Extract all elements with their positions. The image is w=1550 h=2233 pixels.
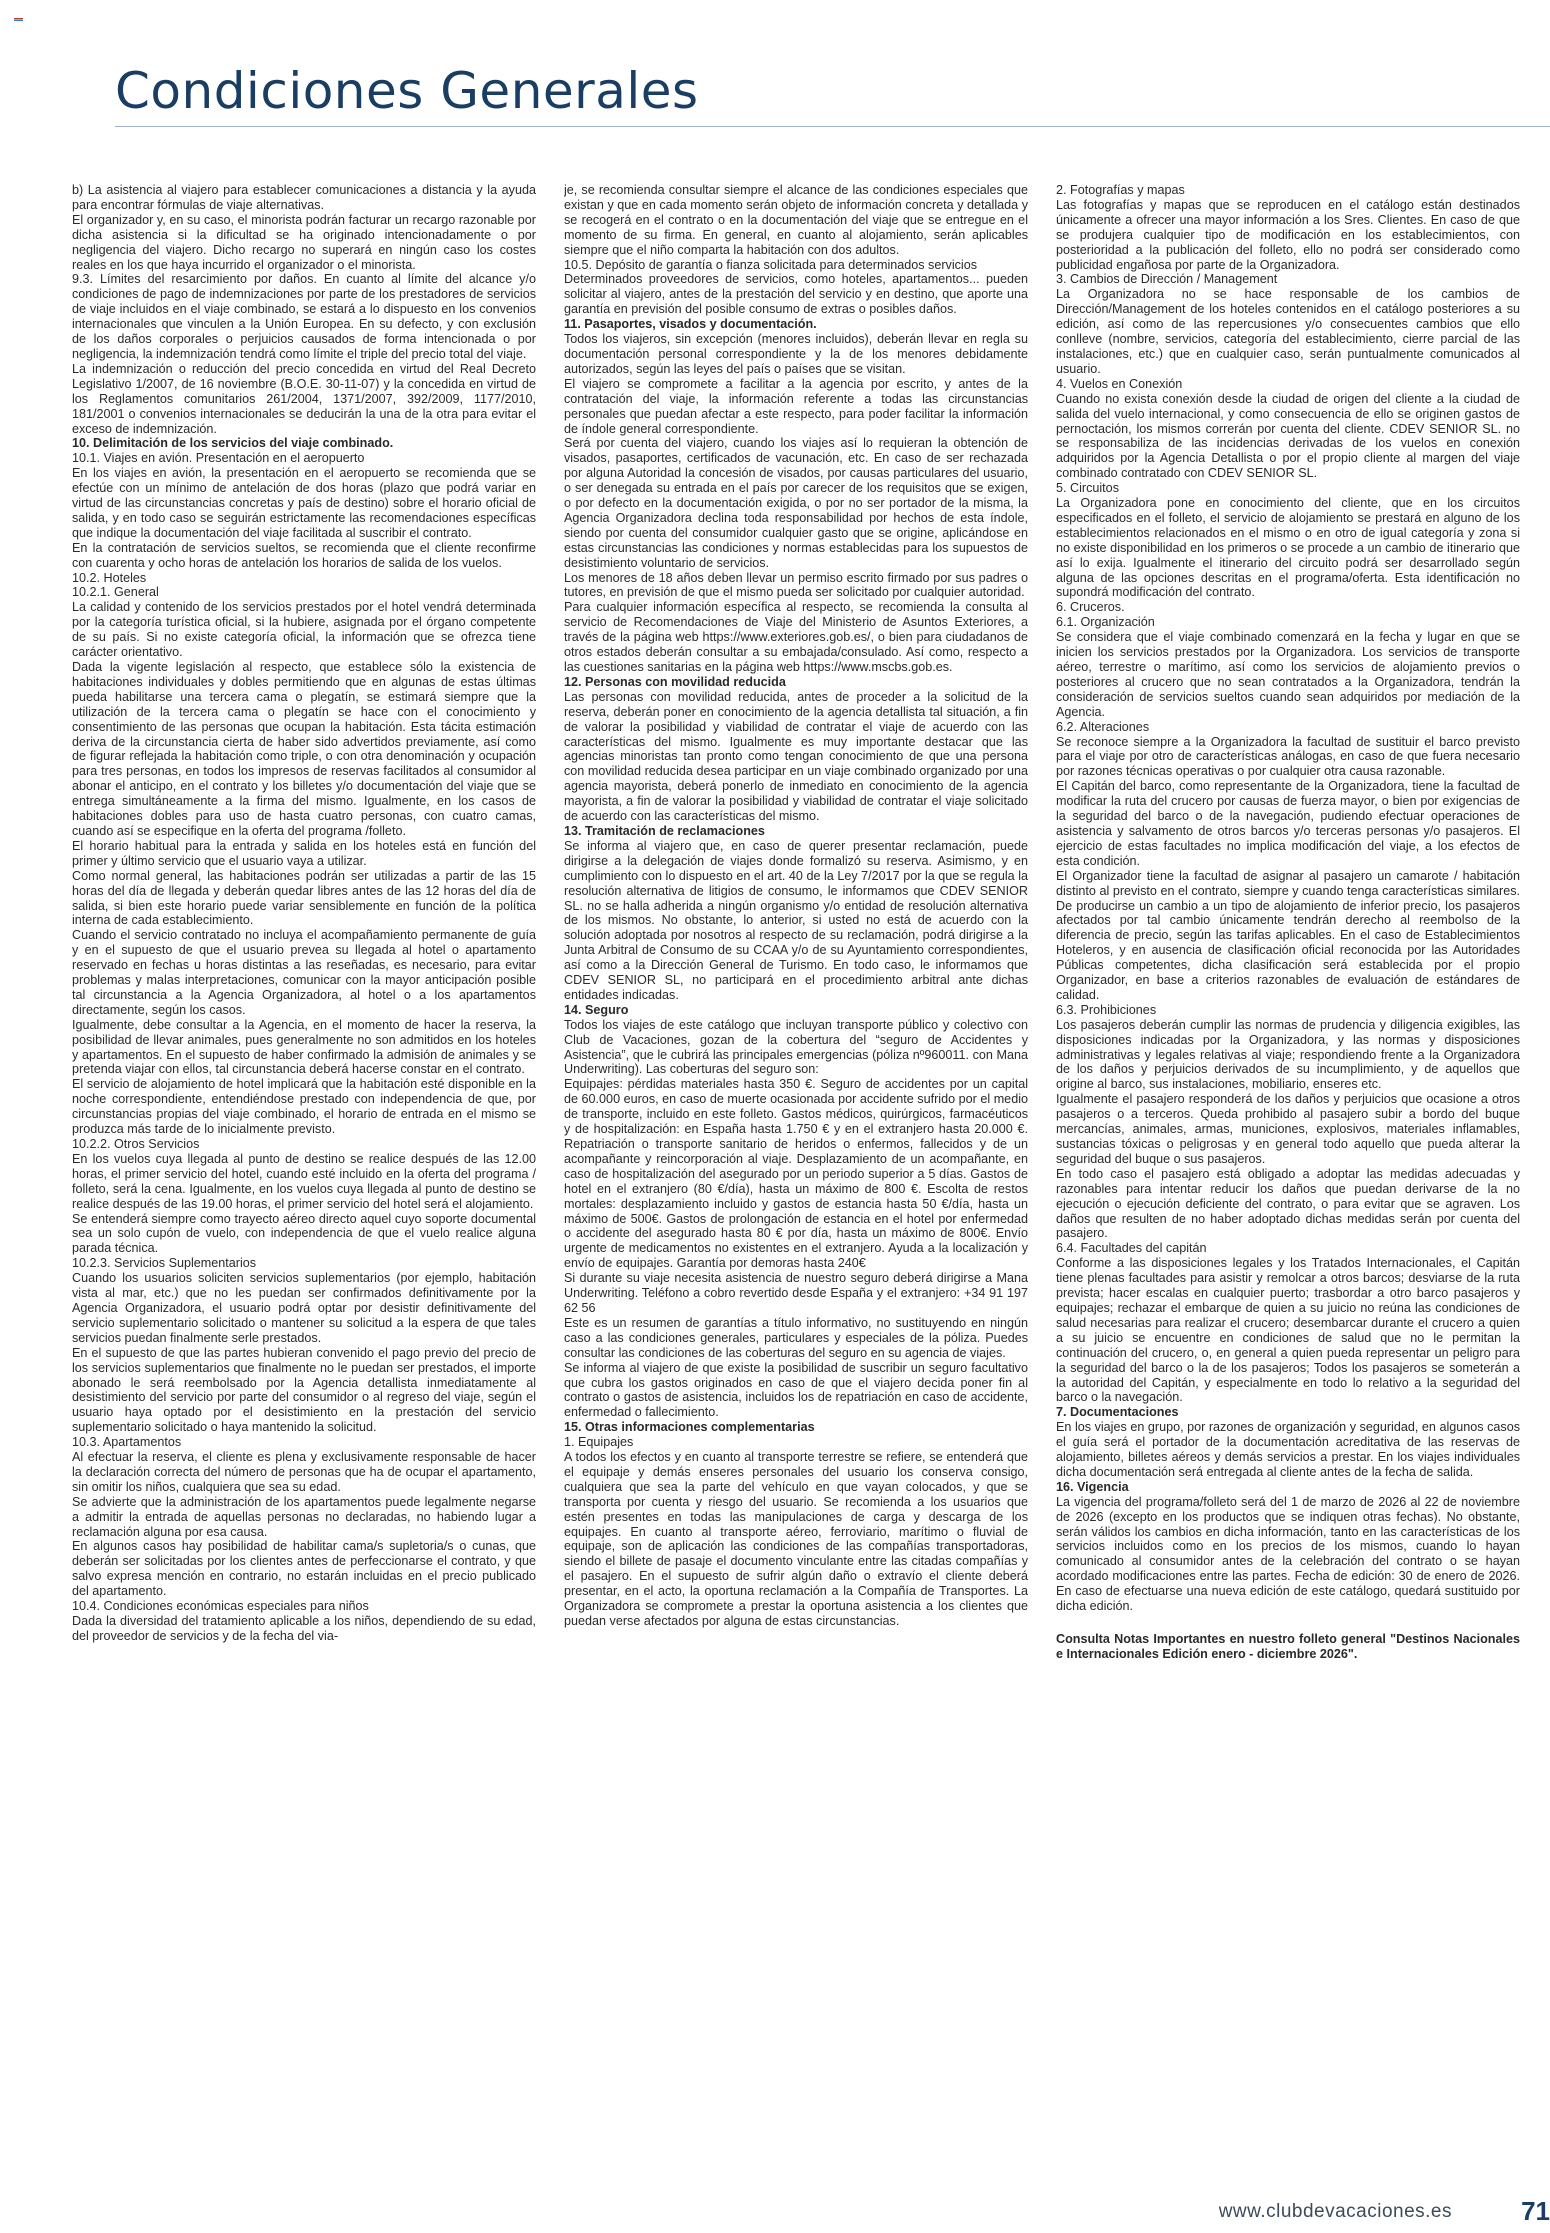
paragraph: 10.5. Depósito de garantía o fianza solicitada para determinados servicios <box>564 257 978 272</box>
paragraph: 10.2. Hoteles <box>72 570 147 585</box>
paragraph: Cuando el servicio contratado no incluya el acompañamiento permanente de guía y en el supuesto de que el usuario prevea su llegada al hotel o apartamento reservado en fechas u horas distintas a las reseñadas, es necesario, para evitar problemas y malas interpretaciones, comunicar con la mayor anticipación posible tal circunstancia a la Agencia Organizadora, al hotel o a los apartamentos directamente, según los casos. <box>72 928 536 1017</box>
paragraph: En los viajes en grupo, por razones de organización y seguridad, en algunos casos el guía será el portador de la documentación acreditativa de las reservas de alojamiento, billetes aéreos y demás servicios a prestar. En los viajes individuales dicha documentación será entregada al cliente antes de la fecha de salida. <box>1056 1420 1520 1479</box>
paragraph: Todos los viajes de este catálogo que incluyan transporte público y colectivo con Club de Vacaciones, gozan de la cobertura del “seguro de Accidentes y Asistencia”, que le cubrirá las principales emergencias (póliza nº960011. con Mana Underwriting). Las coberturas del seguro son: <box>564 1017 1028 1077</box>
paragraph: 6.2. Alteraciones <box>1056 719 1150 734</box>
paragraph: Dada la diversidad del tratamiento aplicable a los niños, dependiendo de su edad, del proveedor de servicios y de la fecha del via- <box>72 1614 536 1643</box>
text-columns <box>72 183 1520 2153</box>
paragraph: El horario habitual para la entrada y salida en los hoteles está en función del primer y último servicio que el usuario vaya a utilizar. <box>72 838 536 868</box>
paragraph: Dada la vigente legislación al respecto, que establece sólo la existencia de habitaciones individuales y dobles permitiendo que en algunas de estas últimas pueda habilitarse una tercera cama o plegatín, se estimará siempre que la utilización de la tercera cama o plegatín se hace con el conocimiento y consentimiento de las personas que ocupan la habitación. Esta tácita estimación deriva de la circunstancia cierta de haber sido advertidos previamente, así como de figurar reflejada la habitación como triple, o con otra denominación y ocupación para tres personas, en todos los impresos de reservas facilitados al consumidor al abonar el anticipo, en el contrato y los billetes y/o documentación del viaje que se entrega simultáneamente a la firma del mismo. Igualmente, en los casos de habitaciones dobles para uso de hasta cuatro personas, con cuatro camas, cuando así se especifique en la oferta del programa /folleto. <box>72 660 536 838</box>
paragraph: Este es un resumen de garantías a título informativo, no sustituyendo en ningún caso a las condiciones generales, particulares y especiales de la póliza. Puedes consultar las condiciones de las coberturas del seguro en su agencia de viajes. <box>564 1315 1028 1360</box>
paragraph: El servicio de alojamiento de hotel implicará que la habitación esté disponible en la noche correspondiente, entendiéndose prestado con independencia de que, por circunstancias propias del viaje combinado, el horario de entrada en el mismo se produzca más tarde de lo inicialmente previsto. <box>72 1077 536 1137</box>
page-number: 71 <box>1521 2196 1550 2226</box>
paragraph: 9.3. Límites del resarcimiento por daños. En cuanto al límite del alcance y/o condiciones de pago de indemnizaciones por parte de los prestadores de servicios de viaje incluidos en el viaje combinado, se estará a lo dispuesto en los convenios internacionales que vinculen a la Unión Europea. En su defecto, y con exclusión de los daños corporales o perjuicios causados de forma intencionada o por negligencia, la indemnización tendrá como límite el triple del precio total del viaje. <box>72 272 536 361</box>
paragraph: Se reconoce siempre a la Organizadora la facultad de sustituir el barco previsto para el viaje por otro de características análogas, en caso de que fuera necesario por razones técnicas operativas o por cualquier otra causa razonable. <box>1056 734 1520 779</box>
paragraph: El Capitán del barco, como representante de la Organizadora, tiene la facultad de modificar la ruta del crucero por causas de fuerza mayor, o bien por exigencias de la seguridad del barco o de la navegación, pudiendo efectuar operaciones de asistencia y salvamento de otros barcos y/o terceras personas y/o pasajeros. El ejercicio de estas facultades no implica modificación del viaje, a los efectos de esta condición. <box>1056 779 1520 868</box>
paragraph: Los menores de 18 años deben llevar un permiso escrito firmado por sus padres o tutores, en previsión de que el mismo pueda ser solicitado por cualquier autoridad. <box>564 570 1028 600</box>
paragraph: El viajero se compromete a facilitar a la agencia por escrito, y antes de la contratación del viaje, la información referente a todas las circunstancias personales que puedan afectar a este respecto, para poder facilitar la información de índole general correspondiente. <box>564 376 1028 436</box>
paragraph: 6. Cruceros. <box>1056 600 1125 615</box>
paragraph: 6.3. Prohibiciones <box>1056 1002 1157 1017</box>
paragraph: Se informa al viajero de que existe la posibilidad de suscribir un seguro facultativo que cubra los gastos originados en caso de que el viajero decida poner fin al contrato o gastos de asistencia, incluidos los de repatriación en caso de accidente, enfermedad o fallecimiento. <box>564 1360 1028 1420</box>
section-heading: 14. Seguro <box>564 1002 629 1017</box>
paragraph: En todo caso el pasajero está obligado a adoptar las medidas adecuadas y razonables para intentar reducir los daños que puedan derivarse de la no ejecución o ejecución deficiente del contrato, o para evitar que se agraven. Los daños que resulten de no haber adoptado dichas medidas serán por cuenta del pasajero. <box>1056 1166 1520 1241</box>
paragraph: Se informa al viajero que, en caso de querer presentar reclamación, puede dirigirse a la delegación de viajes donde formalizó su reserva. Asimismo, y en cumplimiento con lo dispuesto en el art. 40 de la Ley 7/2017 por la que se regula la resolución alternativa de litigios de consumo, le informamos que CDEV SENIOR SL. no se halla adherida a ningún organismo y/o entidad de resolución alternativa de los mismos. No obstante, lo anterior, si usted no está de acuerdo con la solución adoptada por nosotros al respecto de su reclamación, podrá dirigirse a la Junta Arbitral de Consumo de su CCAA y/o de su Ayuntamiento correspondientes, así como a la Dirección General de Turismo. En todo caso, le informamos que CDEV SENIOR SL, no participará en el procedimiento arbitral ante dichas entidades indicadas. <box>564 838 1028 1002</box>
paragraph: Las fotografías y mapas que se reproducen en el catálogo están destinados únicamente a ofrecer una mayor información a los Sres. Clientes. En caso de que se produjera cualquier tipo de modificación en los establecimientos, con posterioridad a la publicación del folleto, ello no podrá ser considerado como publicidad engañosa por parte de la Organizadora. <box>1056 197 1520 272</box>
section-heading: 7. Documentaciones <box>1056 1405 1179 1420</box>
corner-color-mark <box>14 18 23 21</box>
title-divider <box>115 126 1550 127</box>
section-heading: 15. Otras informaciones complementarias <box>564 1420 815 1435</box>
paragraph: 10.2.1. General <box>72 585 159 600</box>
paragraph: b) La asistencia al viajero para establecer comunicaciones a distancia y la ayuda para encontrar fórmulas de viaje alternativas. <box>72 183 536 212</box>
paragraph: 10.4. Condiciones económicas especiales para niños <box>72 1599 369 1614</box>
paragraph: Igualmente el pasajero responderá de los daños y perjuicios que ocasione a otros pasajeros o a terceros. Queda prohibido al pasajero subir a bordo del buque mercancías, animales, armas, municiones, explosivos, materiales inflamables, sustancias tóxicas o peligrosas y en general todo aquello que pueda alterar la seguridad del buque o sus pasajeros. <box>1056 1092 1520 1166</box>
paragraph: 5. Circuitos <box>1056 481 1119 496</box>
paragraph: Se entenderá siempre como trayecto aéreo directo aquel cuyo soporte documental sea un solo cupón de vuelo, con independencia de que el vuelo realice alguna parada técnica. <box>72 1211 536 1256</box>
paragraph: La Organizadora no se hace responsable de los cambios de Dirección/Management de los hoteles contenidos en el catálogo posteriores a su edición, así como de las repercusiones y/o consecuentes cambios que ello conlleve (nombre, servicios, categoría del establecimiento, cierre parcial de las instalaciones, etc.) que en cualquier caso, serán puntualmente comunicados al usuario. <box>1056 287 1520 376</box>
section-heading: 11. Pasaportes, visados y documentación. <box>564 317 817 332</box>
paragraph: Al efectuar la reserva, el cliente es plena y exclusivamente responsable de hacer la declaración correcta del número de personas que ha de ocupar el apartamento, sin omitir los niños, cualquiera que sea su edad. <box>72 1450 536 1494</box>
section-heading: 12. Personas con movilidad reducida <box>564 674 786 689</box>
paragraph: A todos los efectos y en cuanto al transporte terrestre se refiere, se entenderá que el equipaje y demás enseres personales del usuario los conserva consigo, cualquiera que sea la parte del vehículo en que vayan colocados, y que se transporta por cuenta y riesgo del usuario. Se recomienda a los usuarios que estén presentes en todas las manipulaciones de carga y descarga de los equipajes. En cuanto al transporte aéreo, ferroviario, marítimo o fluvial de equipaje, son de aplicación las condiciones de las compañías transportadoras, siendo el billete de pasaje el documento vinculante entre las citadas compañías y el pasajero. En el supuesto de sufrir algún daño o extravío el cliente deberá presentar, en el acto, la oportuna reclamación a la Compañía de Transportes. La Organizadora se compromete a prestar la oportuna asistencia a los clientes que puedan verse afectados por alguna de estas circunstancias. <box>564 1450 1028 1628</box>
paragraph: El Organizador tiene la facultad de asignar al pasajero un camarote / habitación distinto al previsto en el contrato, siempre y cuando tenga características similares. De producirse un cambio a un tipo de alojamiento de inferior precio, los pasajeros afectados por tal cambio únicamente tendrán derecho al reembolso de la diferencia de precio, según las tarifas aplicables. En el caso de Establecimientos Hoteleros, y en ausencia de clasificación oficial reconocida por las Autoridades Públicas competentes, dicha clasificación será establecida por el propio Organizador, en base a criterios razonables de evaluación de estándares de calidad. <box>1056 868 1520 1002</box>
paragraph: Los pasajeros deberán cumplir las normas de prudencia y diligencia exigibles, las disposiciones indicadas por la Organizadora, y las normas y disposiciones administrativas y legales relativas al viaje; respondiendo frente a la Organizadora de los daños y perjuicios derivados de su incumplimiento, y de aquellos que origine al barco, sus instalaciones, mobiliario, enseres etc. <box>1056 1017 1520 1092</box>
paragraph: En la contratación de servicios sueltos, se recomienda que el cliente reconfirme con cuarenta y ocho horas de antelación los horarios de salida de los vuelos. <box>72 540 536 570</box>
paragraph: Se considera que el viaje combinado comenzará en la fecha y lugar en que se inicien los servicios prestados por la Organizadora. Los servicios de transporte aéreo, terrestre o marítimo, así como los servicios de alojamiento previos o posteriores al crucero que no sean contratados a la Organizadora, tendrán la consideración de servicios sueltos cuando sean adquiridos por mediación de la Agencia. <box>1056 630 1520 719</box>
paragraph: Determinados proveedores de servicios, como hoteles, apartamentos... pueden solicitar al viajero, antes de la prestación del servicio y en destino, que aporte una garantía en previsión del posible consumo de extras o posibles daños. <box>564 272 1028 317</box>
paragraph: En algunos casos hay posibilidad de habilitar cama/s supletoria/s o cunas, que deberán ser solicitadas por los clientes antes de perfeccionarse el contrato, y que salvo expresa mención en contrario, no estarán incluidas en el precio publicado del apartamento. <box>72 1539 536 1599</box>
paragraph: Como normal general, las habitaciones podrán ser utilizadas a partir de las 15 horas del día de llegada y deberán quedar libres antes de las 12 horas del día de salida, si bien este horario puede variar sensiblemente en función de la política interna de cada establecimiento. <box>72 868 536 928</box>
paragraph: Si durante su viaje necesita asistencia de nuestro seguro deberá dirigirse a Mana Underwriting. Teléfono a cobro revertido desde España y el extranjero: +34 91 197 62 56 <box>564 1271 1028 1315</box>
paragraph: je, se recomienda consultar siempre el alcance de las condiciones especiales que existan y que en cada momento serán objeto de información concreta y detallada y se recogerá en el contrato o en la documentación del viaje que se entregue en el momento de su firma. En general, en cuanto al alojamiento, serán aplicables siempre que el niño comparta la habitación con dos adultos. <box>564 183 1028 257</box>
paragraph: Igualmente, debe consultar a la Agencia, en el momento de hacer la reserva, la posibilidad de llevar animales, pues generalmente no son admitidos en los hoteles y apartamentos. En el supuesto de haber confirmado la admisión de animales y se pretenda viajar con ellos, tal circunstancia deberá hacerse constar en el contrato. <box>72 1017 536 1077</box>
page-footer <box>0 2197 1550 2227</box>
paragraph: En los vuelos cuya llegada al punto de destino se realice después de las 12.00 horas, el primer servicio del hotel, cuando esté incluido en la oferta del programa / folleto, será la cena. Igualmente, en los vuelos cuya llegada al punto de destino se realice después de las 19.00 horas, el primer servicio del hotel será el alojamiento. <box>72 1151 536 1211</box>
paragraph: Equipajes: pérdidas materiales hasta 350 €. Seguro de accidentes por un capital de 60.000 euros, en caso de muerte ocasionada por accidente sufrido por el medio de transporte, incluido en este folleto. Gastos médicos, quirúrgicos, farmacéuticos y de hospitalización: en España hasta 1.750 € y en el extranjero hasta 20.000 €. Repatriación o transporte sanitario de heridos o enfermos, fallecidos y de un acompañante y reincorporación al viaje. Desplazamiento de un acompañante, en caso de hospitalización del asegurado por un periodo superior a 5 días. Gastos de hotel en el extranjero (80 €/día), hasta un máximo de 800 €. Escolta de restos mortales: desplazamiento incluido y gastos de estancia hasta 50 €/día, hasta un máximo de 500€. Gastos de prolongación de estancia en el hotel por enfermedad o accidente del asegurado hasta 80 € por día, hasta un máximo de 800€. Envío urgente de medicamentos no existentes en el extranjero. Ayuda a la localización y envío de equipajes. Garantía por demoras hasta 240€ <box>564 1077 1028 1271</box>
paragraph: Cuando los usuarios soliciten servicios suplementarios (por ejemplo, habitación vista al mar, etc.) que no les puedan ser confirmados definitivamente por la Agencia Organizadora, el usuario podrá optar por desistir definitivamente del servicio suplementario solicitado o mantener su solicitud a la espera de que tales servicios puedan finalmente serle prestados. <box>72 1271 536 1345</box>
column-3 <box>1056 183 1520 2153</box>
paragraph: La calidad y contenido de los servicios prestados por el hotel vendrá determinada por la categoría turística oficial, si la hubiere, asignada por el órgano competente de su país. Si no existe categoría oficial, la información que se ofrezca tiene carácter orientativo. <box>72 600 536 660</box>
paragraph: La indemnización o reducción del precio concedida en virtud del Real Decreto Legislativo 1/2007, de 16 noviembre (B.O.E. 30-11-07) y la concedida en virtud de los Reglamentos comunitarios 261/2004, 1371/2007, 392/2009, 1177/2010, 181/2001 o convenios internacionales se deducirán la una de la otra para evitar el exceso de indemnización. <box>72 361 536 436</box>
section-heading: 16. Vigencia <box>1056 1479 1129 1494</box>
paragraph: Para cualquier información específica al respecto, se recomienda la consulta al servicio de Recomendaciones de Viaje del Ministerio de Asuntos Exteriores, a través de la página web https://www.exteriores.gob.es/, o bien para ciudadanos de otros estados deberán consultar a su embajada/consulado. Así como, respecto a las cuestiones sanitarias en la página web https://www.mscbs.gob.es. <box>564 600 1028 674</box>
paragraph: Será por cuenta del viajero, cuando los viajes así lo requieran la obtención de visados, pasaportes, certificados de vacunación, etc. En caso de ser rechazada por alguna Autoridad la concesión de visados, por causas particulares del usuario, o ser denegada su entrada en el país por carecer de los requisitos que se exigen, o por defecto en la documentación exigida, o por no ser portador de la misma, la Agencia Organizadora declina toda responsabilidad por hechos de esta índole, siendo por cuenta del consumidor cualquier gasto que se origine, aplicándose en estas circunstancias las condiciones y normas establecidas para los supuestos de desistimiento voluntario de servicios. <box>564 436 1028 570</box>
paragraph: El organizador y, en su caso, el minorista podrán facturar un recargo razonable por dicha asistencia si la dificultad se ha originado intencionadamente o por negligencia del viajero. Dicho recargo no superará en ningún caso los costes reales en los que haya incurrido el organizador o el minorista. <box>72 212 536 272</box>
paragraph: Cuando no exista conexión desde la ciudad de origen del cliente a la ciudad de salida del vuelo internacional, y como consecuencia de ello se originen gastos de pernoctación, los mismos correrán por cuenta del cliente. CDEV SENIOR SL. no se responsabiliza de las incidencias derivadas de los vuelos en conexión adquiridos por la Agencia Detallista o por el propio cliente al margen del viaje combinado contratado con CDEV SENIOR SL. <box>1056 391 1520 481</box>
page-title: Condiciones Generales <box>115 62 699 120</box>
paragraph: Conforme a las disposiciones legales y los Tratados Internacionales, el Capitán tiene plenas facultades para asistir y remolcar a otros barcos; desviarse de la ruta prevista; hacer escalas en cualquier puerto; trasbordar a otro barco pasajeros y equipajes; rechazar el embarque de quien a su juicio no reúna las condiciones de salud necesarias para realizar el crucero; desembarcar durante el crucero a quien a su juicio se encuentre en condiciones de salud que no le permitan la continuación del crucero, o, en general a quien pueda representar un peligro para la seguridad del barco o la de los pasajeros; Todos los pasajeros se someterán a la autoridad del Capitán, y especialmente en todo lo relativo a la seguridad del barco o la navegación. <box>1056 1256 1520 1405</box>
paragraph: 10.1. Viajes en avión. Presentación en el aeropuerto <box>72 451 365 466</box>
paragraph: 6.1. Organización <box>1056 615 1155 630</box>
important-note: Consulta Notas Importantes en nuestro folleto general "Destinos Nacionales e Internacionales Edición enero - diciembre 2026". <box>1056 1632 1520 1661</box>
paragraph: La vigencia del programa/folleto será del 1 de marzo de 2026 al 22 de noviembre de 2026 (excepto en los productos que se indiquen otras fechas). No obstante, serán válidos los cambios en dicha información, tanto en las características de los servicios incluidos como en los precios de los mismos, cuando lo hayan comunicado al consumidor antes de la celebración del contrato o se hayan acordado modificaciones entre las partes. Fecha de edición: 30 de enero de 2026. En caso de efectuarse una nueva edición de este catálogo, quedará sustituido por dicha edición. <box>1056 1494 1520 1614</box>
section-heading: 13. Tramitación de reclamaciones <box>564 823 765 838</box>
section-heading: 10. Delimitación de los servicios del viaje combinado. <box>72 436 394 451</box>
paragraph: Se advierte que la administración de los apartamentos puede legalmente negarse a admitir la entrada de aquellas personas no declaradas, no habiendo lugar a reclamación alguna por esa causa. <box>72 1494 536 1539</box>
paragraph: 10.3. Apartamentos <box>72 1435 182 1450</box>
paragraph: 10.2.2. Otros Servicios <box>72 1137 200 1151</box>
paragraph: 3. Cambios de Dirección / Management <box>1056 272 1278 287</box>
paragraph: En el supuesto de que las partes hubieran convenido el pago previo del precio de los servicios suplementarios que finalmente no le puedan ser prestados, el importe abonado le será reembolsado por la Agencia detallista inmediatamente al desistimiento del servicio por parte del consumidor o al regreso del viaje, según el usuario haya optado por el desistimiento en la prestación del servicio suplementario solicitado o haya mantenido la solicitud. <box>72 1345 536 1435</box>
paragraph: 10.2.3. Servicios Suplementarios <box>72 1256 257 1271</box>
paragraph: Todos los viajeros, sin excepción (menores incluidos), deberán llevar en regla su documentación personal correspondiente y la de los menores debidamente autorizados, según las leyes del país o países que se visitan. <box>564 332 1028 376</box>
paragraph: La Organizadora pone en conocimiento del cliente, que en los circuitos especificados en el folleto, el servicio de alojamiento se prestará en alguno de los establecimientos relacionados en el mismo o en otro de igual categoría y zona si no existe disponibilidad en los primeros o se procede a un cambio de itinerario que así lo exija. Igualmente el itinerario del circuito podrá ser desarrollado según alguna de las opciones descritas en el programa/oferta. Esta identificación no supondrá modificación del contrato. <box>1056 496 1520 600</box>
column-2 <box>564 183 1028 2153</box>
paragraph: 2. Fotografías y mapas <box>1056 183 1185 197</box>
paragraph: 6.4. Facultades del capitán <box>1056 1241 1207 1256</box>
paragraph: 4. Vuelos en Conexión <box>1056 376 1183 391</box>
paragraph: Las personas con movilidad reducida, antes de proceder a la solicitud de la reserva, deberán poner en conocimiento de la agencia detallista tal situación, a fin de valorar la posibilidad y viabilidad de contratar el viaje de acuerdo con las características del mismo. Igualmente es muy importante destacar que las agencias minoristas tan pronto como tengan conocimiento de que una persona con movilidad reducida desea participar en un viaje combinado organizado por una agencia mayorista, deberá ponerlo de inmediato en conocimiento de la agencia mayorista, a fin de valorar la posibilidad y viabilidad de contratar el viaje solicitado de acuerdo con las características del mismo. <box>564 689 1028 824</box>
column-1 <box>72 183 536 2153</box>
footer-website-link[interactable]: www.clubdevacaciones.es <box>1218 2201 1452 2222</box>
paragraph: 1. Equipajes <box>564 1435 634 1450</box>
paragraph: En los viajes en avión, la presentación en el aeropuerto se recomienda que se efectúe con un mínimo de antelación de dos horas (plazo que podrá variar en virtud de las circunstancias concretas y país de destino) sobre el horario oficial de salida, y en todo caso se seguirán estrictamente las recomendaciones específicas que indique la documentación del viaje facilitada al suscribir el contrato. <box>72 466 536 540</box>
